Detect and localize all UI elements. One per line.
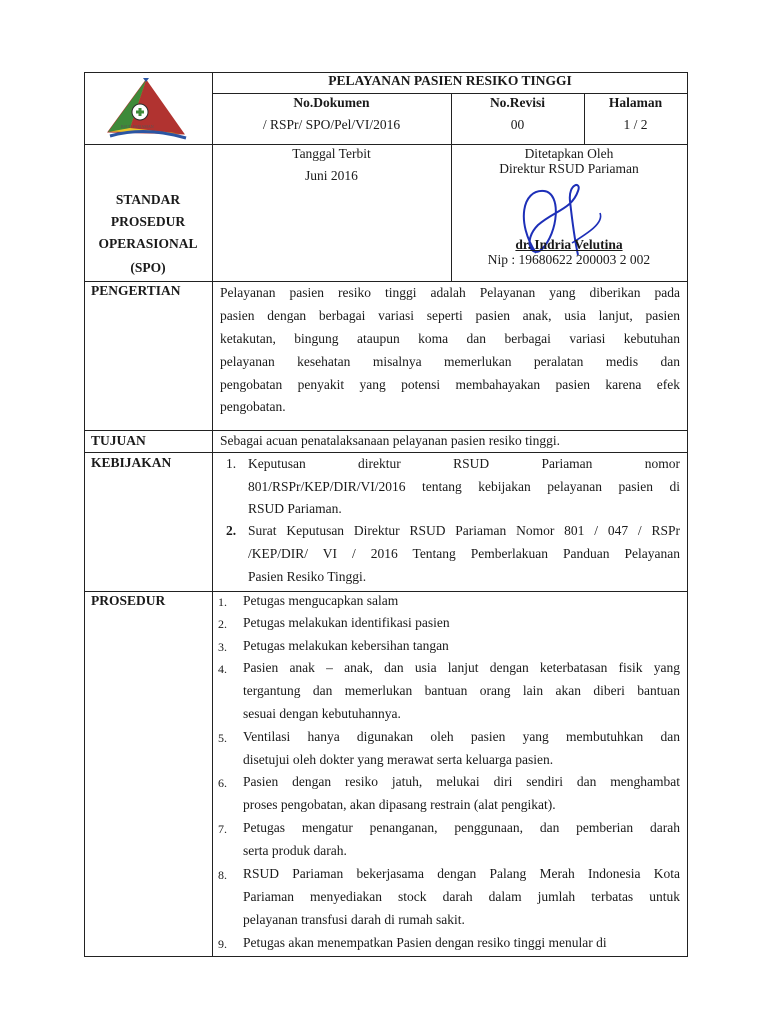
prosedur-item-line: tergantung dan memerlukan bantuan orang lain akan diberi bantuan [243, 683, 680, 698]
prosedur-item-line: RSUD Pariaman bekerjasama dengan Palang Merah Indonesia Kota [243, 866, 680, 881]
pengertian-line: Pelayanan pasien resiko tinggi adalah Pelayanan yang diberikan pada [220, 285, 680, 300]
prosedur-item-number: 7. [218, 822, 227, 836]
spo-line-4: (SPO) [130, 260, 166, 275]
kebijakan-item-line: 801/RSPr/KEP/DIR/VI/2016 tentang kebijakan pelayanan pasien di [248, 479, 680, 494]
prosedur-item-number: 5. [218, 731, 227, 745]
pengertian-line: pengobatan penyakit yang potensi membahayakan pasien karena efek [220, 377, 680, 392]
page-label: Halaman [608, 95, 663, 110]
doc-number-label: No.Dokumen [293, 95, 370, 110]
signer-name: dr. Indria Velutina [515, 237, 623, 252]
prosedur-item-number: 4. [218, 662, 227, 676]
hospital-logo [100, 78, 190, 142]
pengertian-line: pengobatan. [220, 399, 286, 414]
kebijakan-item-line: /KEP/DIR/ VI / 2016 Tentang Pemberlakuan Panduan Pelayanan [248, 546, 680, 561]
header-divider [212, 93, 688, 94]
tujuan-text: Sebagai acuan penatalaksanaan pelayanan pasien resiko tinggi. [220, 433, 560, 448]
revision-value: 00 [510, 117, 525, 132]
kebijakan-item-number: 2. [226, 523, 237, 538]
table-border-bottom [84, 956, 688, 957]
doc-number-value: / RSPr/ SPO/Pel/VI/2016 [262, 117, 401, 132]
prosedur-item-line: disetujui oleh dokter yang merawat serta keluarga pasien. [243, 752, 554, 767]
approved-by-title: Direktur RSUD Pariaman [499, 161, 639, 176]
kebijakan-row-top [84, 452, 688, 453]
pengertian-label: PENGERTIAN [91, 283, 181, 298]
kebijakan-item-line: Pasien Resiko Tinggi. [248, 569, 367, 584]
prosedur-item-line: Petugas mengucapkan salam [243, 593, 399, 608]
prosedur-item-line: pelayanan transfusi darah di rumah sakit. [243, 912, 465, 927]
prosedur-row-top [84, 591, 688, 592]
spo-line-3: OPERASIONAL [98, 236, 198, 251]
prosedur-item-number: 1. [218, 595, 227, 609]
kebijakan-label: KEBIJAKAN [91, 455, 172, 470]
prosedur-label: PROSEDUR [91, 593, 166, 608]
pengertian-line: ketakutan, bingung ataupun koma dan berbagai variasi kebutuhan [220, 331, 680, 346]
tujuan-label: TUJUAN [91, 433, 146, 448]
prosedur-item-line: Petugas melakukan kebersihan tangan [243, 638, 449, 653]
revision-label: No.Revisi [489, 95, 546, 110]
table-border-right [687, 72, 688, 957]
pengertian-row-top [84, 281, 688, 282]
approved-by-label: Ditetapkan Oleh [524, 146, 614, 161]
prosedur-item-line: Petugas melakukan identifikasi pasien [243, 615, 450, 630]
pengertian-line: pasien dengan berbagai variasi seperti pasien anak, usia lanjut, pasien [220, 308, 680, 323]
issued-date-value: Juni 2016 [305, 168, 358, 183]
spo-row-top [84, 144, 688, 145]
label-column-divider [212, 72, 213, 957]
prosedur-item-line: Pasien dengan resiko jatuh, melukai diri sendiri dan menghambat [243, 774, 680, 789]
issued-date-label: Tanggal Terbit [292, 146, 371, 161]
prosedur-item-line: Petugas mengatur penanganan, penggunaan, dan pemberian darah [243, 820, 680, 835]
kebijakan-item-line: Surat Keputusan Direktur RSUD Pariaman Nomor 801 / 047 / RSPr [248, 523, 680, 538]
page-value: 1 / 2 [623, 117, 648, 132]
prosedur-item-line: Ventilasi hanya digunakan oleh pasien yang membutuhkan dan [243, 729, 680, 744]
signer-nip: Nip : 19680622 200003 2 002 [487, 252, 651, 267]
prosedur-item-line: serta produk darah. [243, 843, 347, 858]
prosedur-item-line: Petugas akan menempatkan Pasien dengan resiko tinggi menular di [243, 935, 607, 950]
spo-line-2: PROSEDUR [110, 214, 186, 229]
kebijakan-item-number: 1. [226, 456, 237, 471]
prosedur-item-number: 3. [218, 640, 227, 654]
prosedur-item-number: 6. [218, 776, 227, 790]
prosedur-item-number: 9. [218, 937, 227, 951]
prosedur-item-line: Pariaman menyediakan stock darah dalam jumlah terbatas untuk [243, 889, 680, 904]
prosedur-item-number: 2. [218, 617, 227, 631]
logo-caption: RSUD PARIAMAN [121, 124, 154, 129]
prosedur-item-line: sesuai dengan kebutuhannya. [243, 706, 401, 721]
prosedur-item-number: 8. [218, 868, 227, 882]
kebijakan-item-line: RSUD Pariaman. [248, 501, 342, 516]
prosedur-item-line: Pasien anak – anak, dan usia lanjut dengan keterbatasan fisik yang [243, 660, 680, 675]
tujuan-row-top [84, 430, 688, 431]
prosedur-item-line: proses pengobatan, akan dipasang restrain (alat pengikat). [243, 797, 556, 812]
pengertian-line: pelayanan kesehatan misalnya memerlukan peralatan medis dan [220, 354, 680, 369]
kebijakan-item-line: Keputusan direktur RSUD Pariaman nomor [248, 456, 680, 471]
spo-line-1: STANDAR [115, 192, 181, 207]
document-title: PELAYANAN PASIEN RESIKO TINGGI [328, 73, 572, 88]
